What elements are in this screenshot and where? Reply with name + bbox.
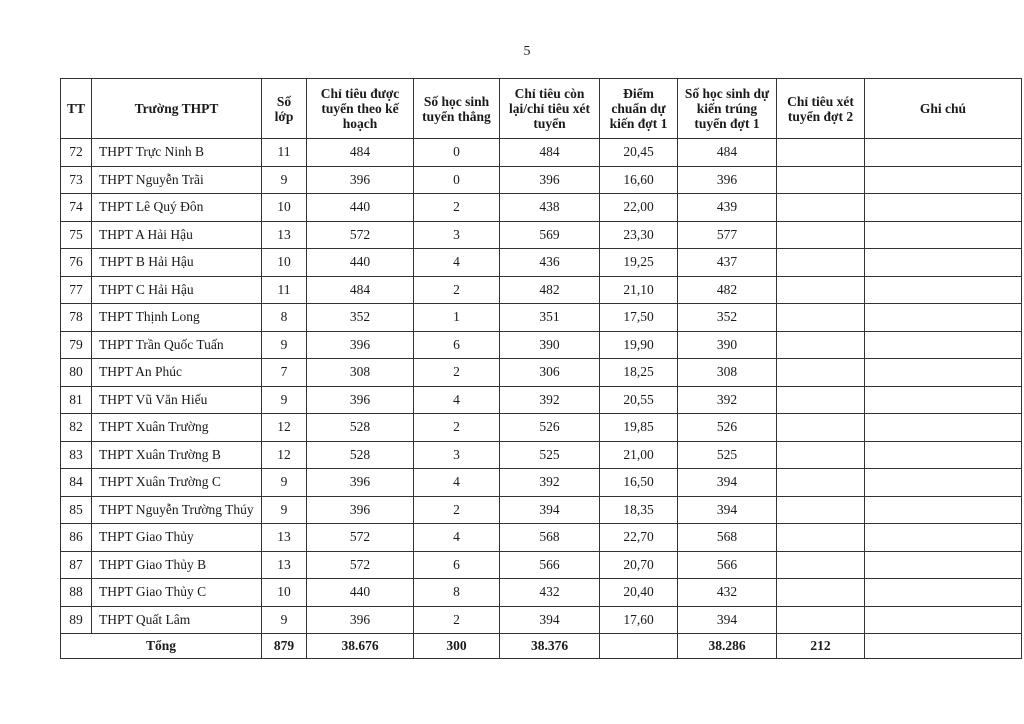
row-tt: 77 xyxy=(61,276,92,304)
row-benchmark-score: 21,10 xyxy=(600,276,678,304)
table-row xyxy=(61,194,1022,222)
row-round2-quota xyxy=(777,496,865,524)
row-notes xyxy=(865,359,1022,387)
table-row xyxy=(61,139,1022,167)
row-direct-admission: 4 xyxy=(414,469,500,497)
table-body xyxy=(61,139,1022,634)
row-notes xyxy=(865,551,1022,579)
row-school: THPT Nguyễn Trường Thúy xyxy=(92,496,262,524)
row-planned-quota: 396 xyxy=(307,469,414,497)
row-tt: 72 xyxy=(61,139,92,167)
row-school: THPT Nguyễn Trãi xyxy=(92,166,262,194)
row-school: THPT Thịnh Long xyxy=(92,304,262,332)
row-planned-quota: 396 xyxy=(307,331,414,359)
header-tt: TT xyxy=(61,79,92,139)
row-class-count: 12 xyxy=(262,414,307,442)
row-notes xyxy=(865,469,1022,497)
total-notes xyxy=(865,634,1022,659)
row-school: THPT Xuân Trường B xyxy=(92,441,262,469)
row-school: THPT Giao Thủy B xyxy=(92,551,262,579)
row-direct-admission: 4 xyxy=(414,524,500,552)
table-row xyxy=(61,304,1022,332)
table-row xyxy=(61,359,1022,387)
row-class-count: 11 xyxy=(262,276,307,304)
row-school: THPT Xuân Trường C xyxy=(92,469,262,497)
row-direct-admission: 2 xyxy=(414,414,500,442)
table-row xyxy=(61,606,1022,634)
row-round2-quota xyxy=(777,249,865,277)
row-round2-quota xyxy=(777,221,865,249)
row-school: THPT Trần Quốc Tuấn xyxy=(92,331,262,359)
row-school: THPT C Hải Hậu xyxy=(92,276,262,304)
row-expected-admitted: 432 xyxy=(678,579,777,607)
row-tt: 81 xyxy=(61,386,92,414)
row-round2-quota xyxy=(777,194,865,222)
row-notes xyxy=(865,414,1022,442)
row-remaining-quota: 432 xyxy=(500,579,600,607)
row-benchmark-score: 22,70 xyxy=(600,524,678,552)
row-direct-admission: 2 xyxy=(414,194,500,222)
row-class-count: 12 xyxy=(262,441,307,469)
header-class-count: Số lớp xyxy=(262,79,307,139)
row-direct-admission: 2 xyxy=(414,359,500,387)
row-benchmark-score: 20,40 xyxy=(600,579,678,607)
row-expected-admitted: 392 xyxy=(678,386,777,414)
row-remaining-quota: 568 xyxy=(500,524,600,552)
row-tt: 78 xyxy=(61,304,92,332)
row-school: THPT A Hải Hậu xyxy=(92,221,262,249)
header-row xyxy=(61,79,1022,139)
row-school: THPT Lê Quý Đôn xyxy=(92,194,262,222)
row-planned-quota: 528 xyxy=(307,414,414,442)
row-direct-admission: 6 xyxy=(414,551,500,579)
total-remaining-quota: 38.376 xyxy=(500,634,600,659)
row-expected-admitted: 568 xyxy=(678,524,777,552)
row-planned-quota: 572 xyxy=(307,551,414,579)
row-notes xyxy=(865,139,1022,167)
row-remaining-quota: 392 xyxy=(500,386,600,414)
total-planned-quota: 38.676 xyxy=(307,634,414,659)
row-direct-admission: 6 xyxy=(414,331,500,359)
row-notes xyxy=(865,276,1022,304)
row-class-count: 10 xyxy=(262,579,307,607)
header-school: Trường THPT xyxy=(92,79,262,139)
row-tt: 89 xyxy=(61,606,92,634)
row-class-count: 9 xyxy=(262,166,307,194)
row-round2-quota xyxy=(777,386,865,414)
row-round2-quota xyxy=(777,276,865,304)
row-remaining-quota: 396 xyxy=(500,166,600,194)
table-row xyxy=(61,331,1022,359)
row-round2-quota xyxy=(777,524,865,552)
row-tt: 74 xyxy=(61,194,92,222)
row-planned-quota: 528 xyxy=(307,441,414,469)
row-benchmark-score: 21,00 xyxy=(600,441,678,469)
row-notes xyxy=(865,606,1022,634)
row-round2-quota xyxy=(777,166,865,194)
row-remaining-quota: 569 xyxy=(500,221,600,249)
row-notes xyxy=(865,441,1022,469)
row-notes xyxy=(865,496,1022,524)
row-class-count: 13 xyxy=(262,221,307,249)
row-planned-quota: 484 xyxy=(307,139,414,167)
row-notes xyxy=(865,304,1022,332)
row-expected-admitted: 394 xyxy=(678,469,777,497)
row-remaining-quota: 525 xyxy=(500,441,600,469)
row-round2-quota xyxy=(777,139,865,167)
table-row xyxy=(61,249,1022,277)
row-benchmark-score: 16,60 xyxy=(600,166,678,194)
row-planned-quota: 308 xyxy=(307,359,414,387)
row-tt: 82 xyxy=(61,414,92,442)
table-row xyxy=(61,496,1022,524)
header-planned-quota: Chỉ tiêu được tuyển theo kế hoạch xyxy=(307,79,414,139)
row-direct-admission: 1 xyxy=(414,304,500,332)
row-benchmark-score: 20,55 xyxy=(600,386,678,414)
row-direct-admission: 3 xyxy=(414,441,500,469)
row-class-count: 9 xyxy=(262,331,307,359)
row-school: THPT Giao Thủy xyxy=(92,524,262,552)
row-class-count: 9 xyxy=(262,496,307,524)
row-school: THPT Quất Lâm xyxy=(92,606,262,634)
row-expected-admitted: 566 xyxy=(678,551,777,579)
row-school: THPT Giao Thủy C xyxy=(92,579,262,607)
row-direct-admission: 2 xyxy=(414,606,500,634)
row-round2-quota xyxy=(777,441,865,469)
total-round2-quota: 212 xyxy=(777,634,865,659)
row-benchmark-score: 20,70 xyxy=(600,551,678,579)
header-direct-admission: Số học sinh tuyển thẳng xyxy=(414,79,500,139)
row-round2-quota xyxy=(777,304,865,332)
row-expected-admitted: 396 xyxy=(678,166,777,194)
row-direct-admission: 2 xyxy=(414,496,500,524)
row-direct-admission: 2 xyxy=(414,276,500,304)
page-number: 5 xyxy=(523,44,531,59)
row-round2-quota xyxy=(777,579,865,607)
row-remaining-quota: 438 xyxy=(500,194,600,222)
table-row xyxy=(61,414,1022,442)
row-remaining-quota: 306 xyxy=(500,359,600,387)
row-notes xyxy=(865,579,1022,607)
table-row xyxy=(61,221,1022,249)
row-remaining-quota: 394 xyxy=(500,496,600,524)
row-benchmark-score: 16,50 xyxy=(600,469,678,497)
row-class-count: 11 xyxy=(262,139,307,167)
row-planned-quota: 396 xyxy=(307,386,414,414)
row-expected-admitted: 484 xyxy=(678,139,777,167)
header-expected-admitted: Số học sinh dự kiến trúng tuyển đợt 1 xyxy=(678,79,777,139)
row-benchmark-score: 19,90 xyxy=(600,331,678,359)
row-expected-admitted: 308 xyxy=(678,359,777,387)
row-remaining-quota: 526 xyxy=(500,414,600,442)
row-notes xyxy=(865,221,1022,249)
row-expected-admitted: 525 xyxy=(678,441,777,469)
table-row xyxy=(61,276,1022,304)
row-class-count: 7 xyxy=(262,359,307,387)
row-tt: 73 xyxy=(61,166,92,194)
row-planned-quota: 440 xyxy=(307,194,414,222)
row-class-count: 8 xyxy=(262,304,307,332)
row-round2-quota xyxy=(777,551,865,579)
total-label: Tổng xyxy=(61,634,262,659)
row-round2-quota xyxy=(777,414,865,442)
row-expected-admitted: 394 xyxy=(678,606,777,634)
table-row xyxy=(61,551,1022,579)
table-row xyxy=(61,386,1022,414)
row-remaining-quota: 394 xyxy=(500,606,600,634)
row-remaining-quota: 484 xyxy=(500,139,600,167)
row-class-count: 10 xyxy=(262,194,307,222)
row-benchmark-score: 20,45 xyxy=(600,139,678,167)
header-notes: Ghi chú xyxy=(865,79,1022,139)
row-direct-admission: 4 xyxy=(414,386,500,414)
row-expected-admitted: 577 xyxy=(678,221,777,249)
row-tt: 76 xyxy=(61,249,92,277)
table-row xyxy=(61,579,1022,607)
row-school: THPT Trực Ninh B xyxy=(92,139,262,167)
total-benchmark-score xyxy=(600,634,678,659)
row-school: THPT Vũ Văn Hiếu xyxy=(92,386,262,414)
row-remaining-quota: 390 xyxy=(500,331,600,359)
row-notes xyxy=(865,524,1022,552)
row-planned-quota: 396 xyxy=(307,166,414,194)
row-tt: 86 xyxy=(61,524,92,552)
row-class-count: 10 xyxy=(262,249,307,277)
row-planned-quota: 396 xyxy=(307,496,414,524)
row-tt: 88 xyxy=(61,579,92,607)
row-notes xyxy=(865,194,1022,222)
row-round2-quota xyxy=(777,359,865,387)
row-school: THPT An Phúc xyxy=(92,359,262,387)
row-school: THPT Xuân Trường xyxy=(92,414,262,442)
total-expected-admitted: 38.286 xyxy=(678,634,777,659)
row-expected-admitted: 526 xyxy=(678,414,777,442)
row-benchmark-score: 18,25 xyxy=(600,359,678,387)
admissions-table xyxy=(60,78,1022,659)
row-class-count: 9 xyxy=(262,386,307,414)
row-tt: 84 xyxy=(61,469,92,497)
total-class-count: 879 xyxy=(262,634,307,659)
row-direct-admission: 8 xyxy=(414,579,500,607)
row-class-count: 9 xyxy=(262,606,307,634)
row-benchmark-score: 23,30 xyxy=(600,221,678,249)
row-class-count: 13 xyxy=(262,551,307,579)
table-row xyxy=(61,524,1022,552)
row-remaining-quota: 436 xyxy=(500,249,600,277)
row-planned-quota: 440 xyxy=(307,579,414,607)
row-tt: 80 xyxy=(61,359,92,387)
table-row xyxy=(61,166,1022,194)
row-direct-admission: 0 xyxy=(414,139,500,167)
row-tt: 87 xyxy=(61,551,92,579)
row-tt: 75 xyxy=(61,221,92,249)
row-remaining-quota: 392 xyxy=(500,469,600,497)
row-planned-quota: 572 xyxy=(307,524,414,552)
row-direct-admission: 3 xyxy=(414,221,500,249)
row-expected-admitted: 390 xyxy=(678,331,777,359)
row-notes xyxy=(865,166,1022,194)
row-benchmark-score: 18,35 xyxy=(600,496,678,524)
header-remaining-quota: Chỉ tiêu còn lại/chỉ tiêu xét tuyển xyxy=(500,79,600,139)
row-benchmark-score: 17,60 xyxy=(600,606,678,634)
row-benchmark-score: 19,85 xyxy=(600,414,678,442)
header-round2-quota: Chỉ tiêu xét tuyển đợt 2 xyxy=(777,79,865,139)
row-tt: 79 xyxy=(61,331,92,359)
row-remaining-quota: 351 xyxy=(500,304,600,332)
total-row xyxy=(61,634,1022,659)
row-tt: 83 xyxy=(61,441,92,469)
total-direct-admission: 300 xyxy=(414,634,500,659)
row-direct-admission: 4 xyxy=(414,249,500,277)
row-expected-admitted: 437 xyxy=(678,249,777,277)
row-benchmark-score: 19,25 xyxy=(600,249,678,277)
row-notes xyxy=(865,249,1022,277)
header-benchmark-score: Điểm chuẩn dự kiến đợt 1 xyxy=(600,79,678,139)
row-direct-admission: 0 xyxy=(414,166,500,194)
row-expected-admitted: 394 xyxy=(678,496,777,524)
row-planned-quota: 572 xyxy=(307,221,414,249)
row-remaining-quota: 482 xyxy=(500,276,600,304)
row-expected-admitted: 352 xyxy=(678,304,777,332)
row-round2-quota xyxy=(777,331,865,359)
row-expected-admitted: 439 xyxy=(678,194,777,222)
row-round2-quota xyxy=(777,606,865,634)
table-row xyxy=(61,441,1022,469)
row-class-count: 13 xyxy=(262,524,307,552)
row-notes xyxy=(865,331,1022,359)
row-class-count: 9 xyxy=(262,469,307,497)
row-benchmark-score: 22,00 xyxy=(600,194,678,222)
row-school: THPT B Hải Hậu xyxy=(92,249,262,277)
row-planned-quota: 440 xyxy=(307,249,414,277)
row-notes xyxy=(865,386,1022,414)
row-expected-admitted: 482 xyxy=(678,276,777,304)
row-planned-quota: 484 xyxy=(307,276,414,304)
row-planned-quota: 396 xyxy=(307,606,414,634)
table-row xyxy=(61,469,1022,497)
row-planned-quota: 352 xyxy=(307,304,414,332)
row-round2-quota xyxy=(777,469,865,497)
row-tt: 85 xyxy=(61,496,92,524)
row-benchmark-score: 17,50 xyxy=(600,304,678,332)
row-remaining-quota: 566 xyxy=(500,551,600,579)
